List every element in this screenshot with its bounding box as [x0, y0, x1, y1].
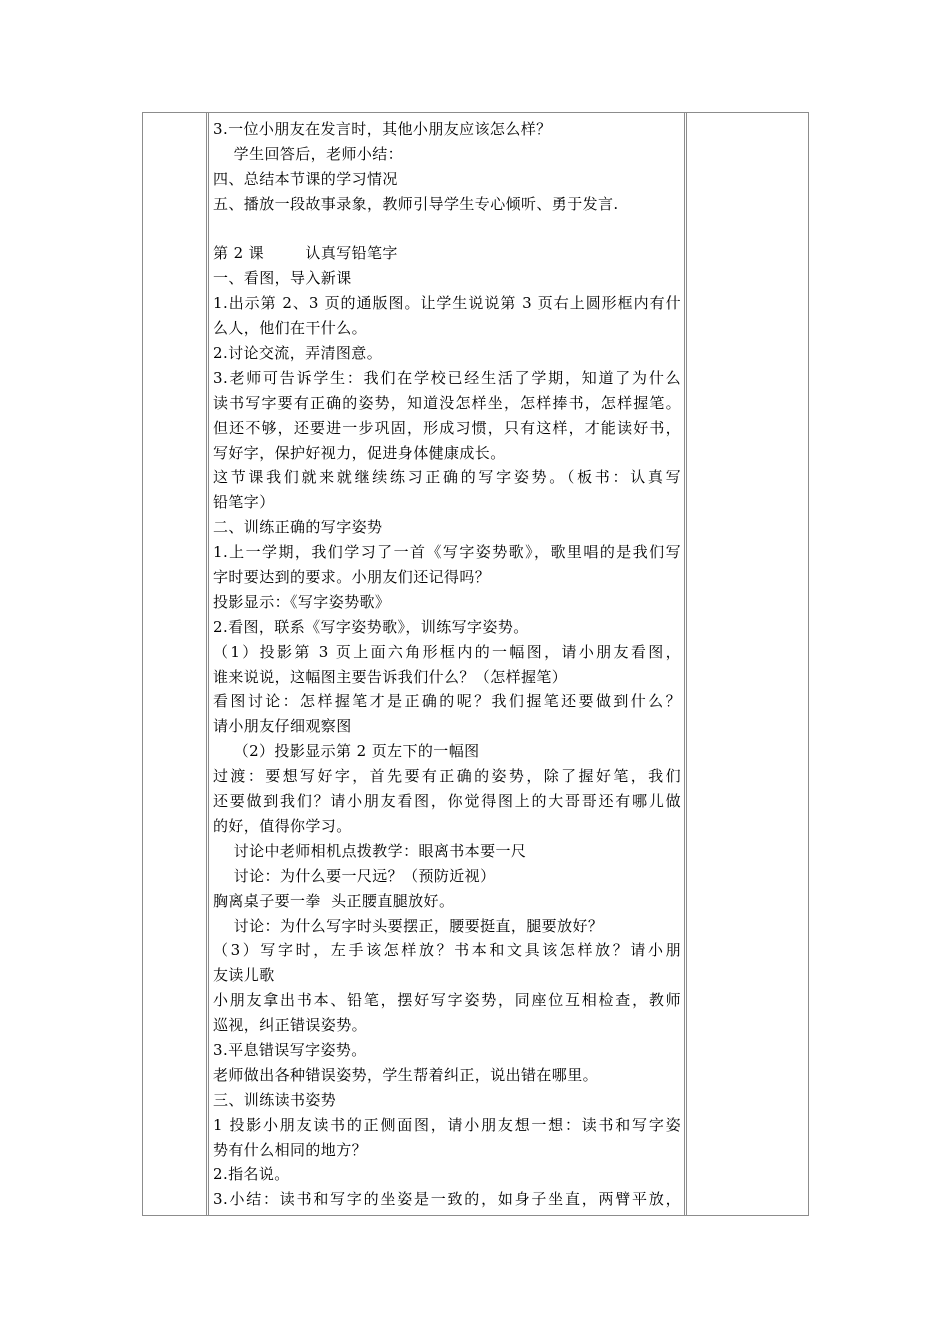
- main-content-cell: [209, 113, 687, 1215]
- right-notes-cell: [687, 113, 808, 1215]
- text-line: 第 2 课 认真写铅笔字: [213, 244, 398, 263]
- text-line: 1.出示第 2、3 页的通版图。让学生说说第 3 页右上圆形框内有什: [213, 294, 681, 313]
- text-line: 1.上一学期，我们学习了一首《写字姿势歌》，歌里唱的是我们写: [213, 543, 681, 562]
- text-line: 读书写字要有正确的姿势，知道没怎样坐，怎样捧书，怎样握笔。: [213, 393, 681, 412]
- text-line: 过渡：要想写好字，首先要有正确的姿势，除了握好笔，我们: [213, 767, 681, 786]
- text-line: 老师做出各种错误姿势，学生帮着纠正，说出错在哪里。: [213, 1065, 599, 1084]
- text-line: 2.看图，联系《写字姿势歌》，训练写字姿势。: [213, 617, 529, 636]
- text-line: 请小朋友仔细观察图: [213, 717, 352, 736]
- text-line: 的好，值得你学习。: [213, 816, 352, 835]
- text-line: 投影显示：《写字姿势歌》: [213, 592, 391, 611]
- text-line: 小朋友拿出书本、铅笔，摆好写字姿势，同座位互相检查，教师: [213, 991, 681, 1010]
- text-line: 三、训练读书姿势: [213, 1090, 337, 1109]
- text-line: 学生回答后，老师小结：: [213, 144, 404, 163]
- text-line: 字时要达到的要求。小朋友们还记得吗？: [213, 568, 491, 587]
- text-line: 3.一位小朋友在发言时，其他小朋友应该怎么样？: [213, 120, 552, 138]
- text-line: （1）投影第 3 页上面六角形框内的一幅图，请小朋友看图，: [213, 642, 681, 661]
- text-line: 五、播放一段故事录象，教师引导学生专心倾听、勇于发言.: [213, 194, 619, 213]
- text-line: 讨论中老师相机点拨教学：眼离书本要一尺: [213, 841, 527, 860]
- text-line: 2.讨论交流，弄清图意。: [213, 344, 383, 363]
- text-line: 四、总结本节课的学习情况: [213, 169, 398, 188]
- text-line: 讨论：为什么要一尺远？（预防近视）: [213, 866, 496, 885]
- text-line: 2.指名说。: [213, 1165, 290, 1184]
- text-line: 这节课我们就来就继续练习正确的写字姿势。（板书：认真写: [213, 468, 681, 487]
- text-line: 讨论：为什么写字时头要摆正，腰要挺直，腿要放好？: [213, 916, 604, 935]
- text-line: 看图讨论：怎样握笔才是正确的呢？我们握笔还要做到什么？: [213, 692, 681, 711]
- text-line: （3）写字时，左手该怎样放？书本和文具该怎样放？请小朋: [213, 941, 681, 960]
- text-line: 谁来说说，这幅图主要告诉我们什么？（怎样握笔）: [213, 667, 568, 686]
- text-line: 么人，他们在干什么。: [213, 319, 368, 338]
- text-line: 3.平息错误写字姿势。: [213, 1040, 367, 1059]
- text-line: 3.老师可告诉学生：我们在学校已经生活了学期，知道了为什么: [213, 368, 681, 387]
- text-line: 1 投影小朋友读书的正侧面图，请小朋友想一想：读书和写字姿: [213, 1115, 681, 1134]
- text-line: 3.小结：读书和写字的坐姿是一致的，如身子坐直，两臂平放，: [213, 1190, 681, 1209]
- text-line: 还要做到我们？请小朋友看图，你觉得图上的大哥哥还有哪儿做: [213, 792, 681, 811]
- text-line: （2）投影显示第 2 页左下的一幅图: [213, 742, 480, 761]
- text-line: 势有什么相同的地方？: [213, 1140, 368, 1159]
- left-column-cell: [143, 113, 209, 1215]
- text-line: 二、训练正确的写字姿势: [213, 518, 383, 537]
- text-line: 但还不够，还要进一步巩固，形成习惯，只有这样，才能读好书，: [213, 418, 681, 437]
- text-line: 一、看图，导入新课: [213, 269, 352, 288]
- lesson-plan-table: [142, 112, 809, 1216]
- text-line: 铅笔字）: [213, 493, 275, 512]
- text-line: 写好字，保护好视力，促进身体健康成长。: [213, 443, 506, 462]
- text-line: [213, 217, 681, 242]
- text-line: 胸离桌子要一拳 头正腰直腿放好。: [213, 891, 455, 910]
- text-line: 巡视，纠正错误姿势。: [213, 1016, 368, 1035]
- text-line: 友读儿歌: [213, 966, 275, 985]
